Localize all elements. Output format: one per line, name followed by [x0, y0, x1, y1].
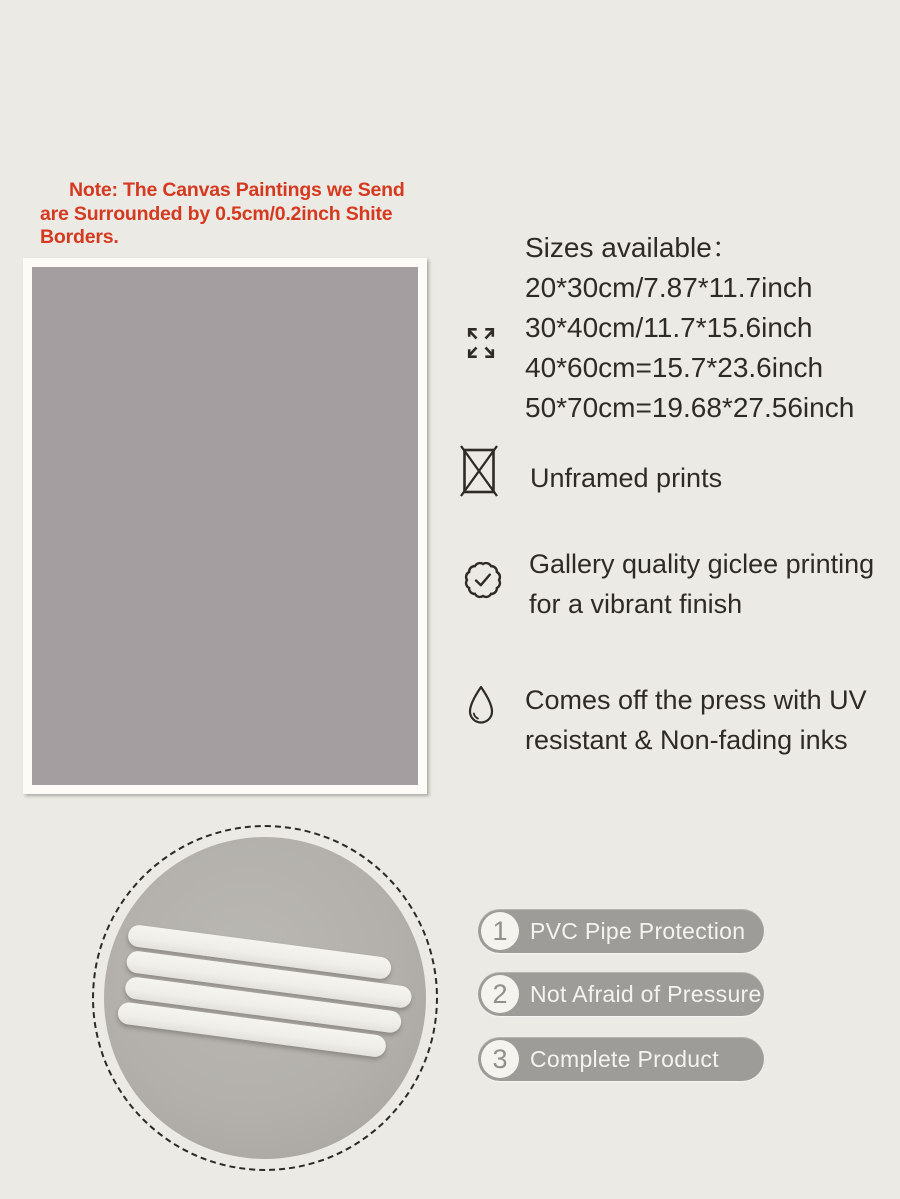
badge-number: 2: [481, 975, 519, 1013]
canvas-preview-frame: [23, 258, 427, 794]
size-option: 20*30cm/7.87*11.7inch: [525, 272, 813, 303]
size-option: 40*60cm=15.7*23.6inch: [525, 352, 824, 383]
size-option: 30*40cm/11.7*15.6inch: [525, 312, 813, 343]
feature-label: Comes off the press with UV resistant & Non-fading inks: [525, 685, 867, 755]
badge-label: PVC Pipe Protection: [530, 917, 746, 944]
feature-label: Gallery quality giclee printing for a vibrant finish: [529, 549, 875, 619]
pvc-pipes: [114, 924, 417, 1065]
canvas-preview-placeholder: [32, 267, 418, 785]
badge-label: Complete Product: [530, 1045, 719, 1072]
note-text: [40, 179, 470, 250]
packaging-badge: [478, 972, 764, 1016]
note-line: Borders.: [40, 226, 119, 248]
expand-arrows-icon: [461, 320, 501, 366]
water-drop-icon: [466, 684, 496, 730]
badge-check-icon: [459, 556, 507, 604]
feature-label: Unframed prints: [530, 463, 723, 493]
badge-number: 1: [481, 912, 519, 950]
packaging-photo-circle: [92, 825, 438, 1171]
badge-number: 3: [481, 1040, 519, 1078]
unframed-icon: [460, 445, 498, 497]
sizes-title: Sizes available：: [525, 232, 740, 263]
packaging-badge: [478, 909, 764, 953]
sizes-list: [525, 228, 854, 428]
packaging-badge: [478, 1037, 764, 1081]
note-line: Note: The Canvas Paintings we Send: [69, 179, 405, 201]
note-line: are Surrounded by 0.5cm/0.2inch Shite: [40, 202, 393, 225]
badge-label: Not Afraid of Pressure: [530, 980, 762, 1007]
pvc-pipes-photo: [104, 837, 426, 1159]
size-option: 50*70cm=19.68*27.56inch: [525, 392, 855, 423]
